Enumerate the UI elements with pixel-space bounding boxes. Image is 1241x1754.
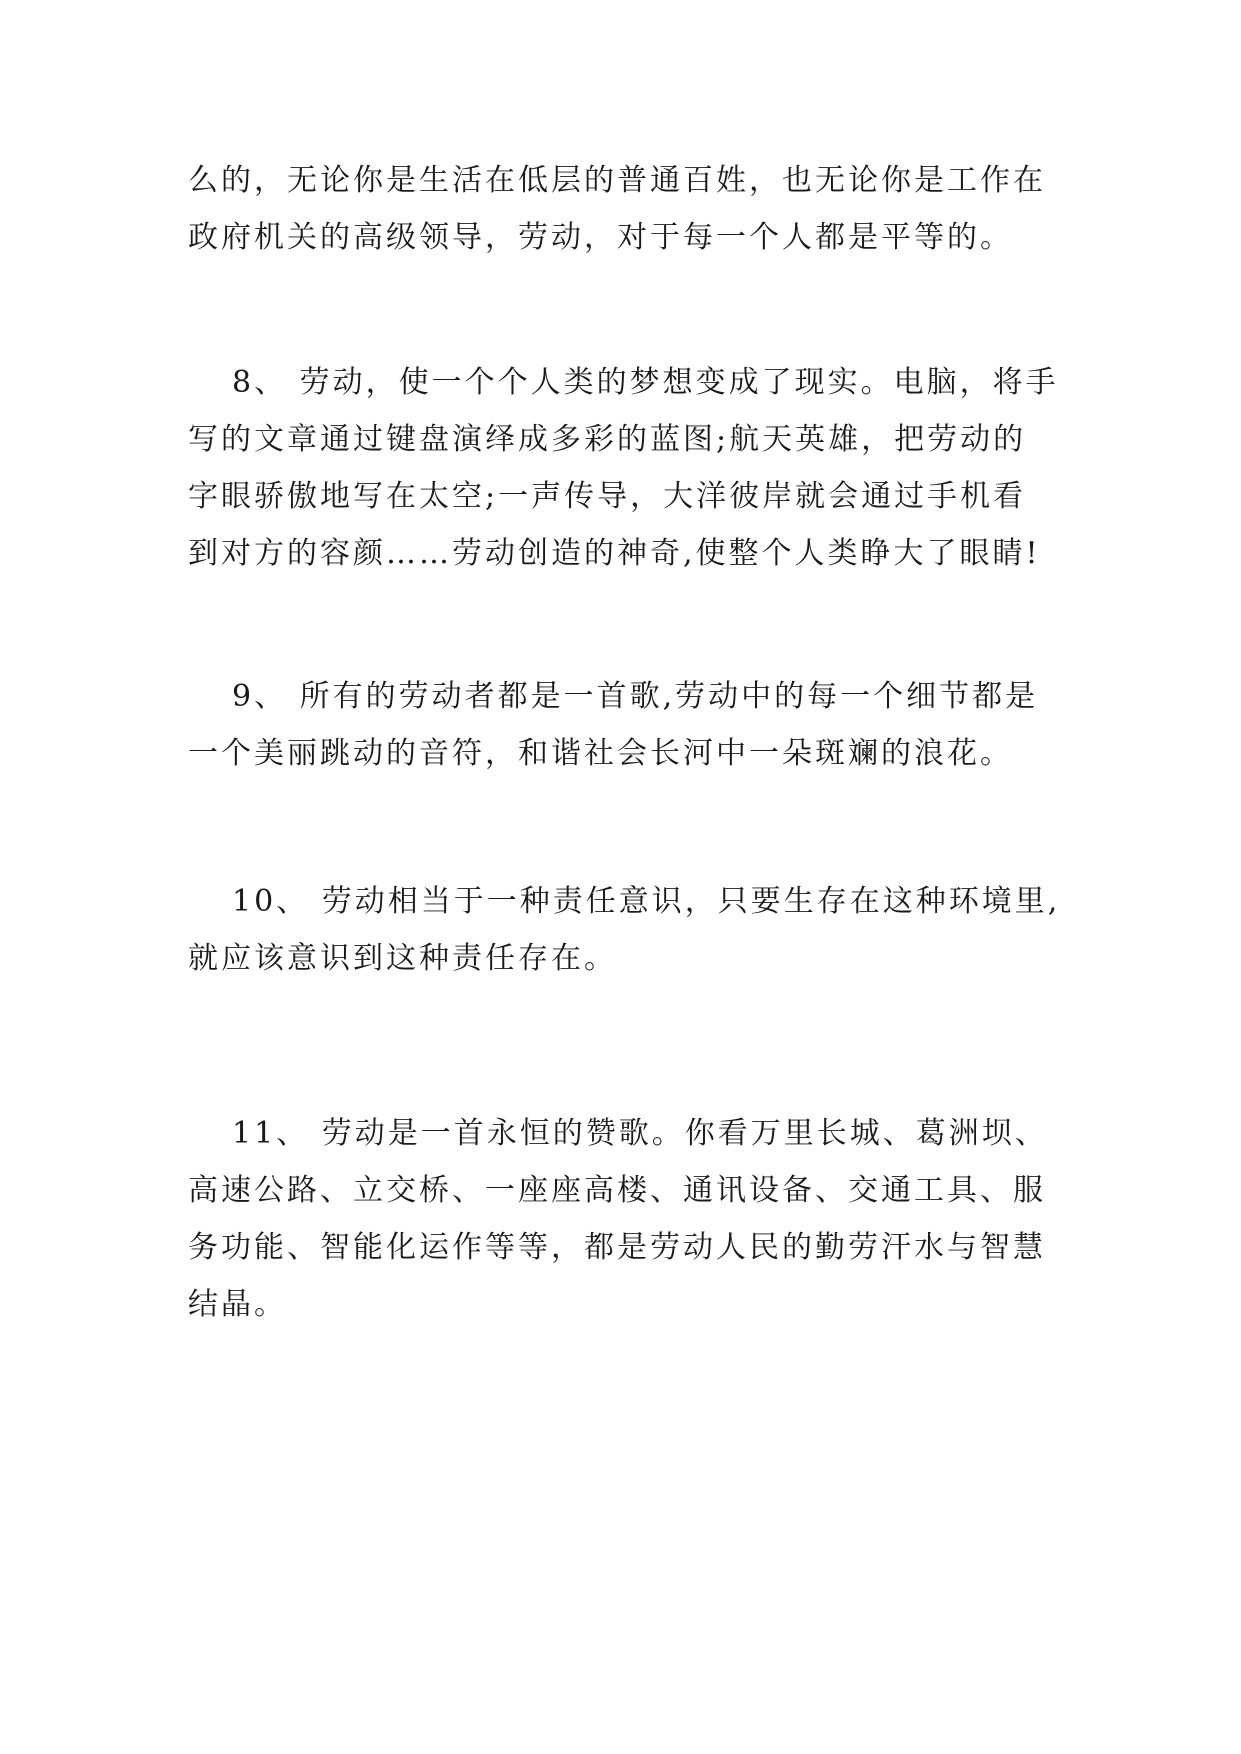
- paragraph-10: [188, 873, 1061, 987]
- paragraph-line: 写的文章通过键盘演绎成多彩的蓝图;航天英雄，把劳动的: [188, 422, 1027, 457]
- paragraph-line: 8、 劳动，使一个个人类的梦想变成了现实。电脑，将手: [232, 365, 1059, 400]
- paragraph-line: 9、 所有的劳动者都是一首歌,劳动中的每一个细节都是: [232, 679, 1039, 714]
- paragraph-line: 字眼骄傲地写在太空;一声传导，大洋彼岸就会通过手机看: [188, 479, 1027, 514]
- paragraph-line: 么的，无论你是生活在低层的普通百姓，也无论你是工作在: [188, 163, 1046, 198]
- paragraph-11: [188, 1105, 1058, 1333]
- paragraph-line: 高速公路、立交桥、一座座高楼、通讯设备、交通工具、服: [188, 1173, 1046, 1208]
- paragraph-line: 结晶。: [188, 1287, 287, 1322]
- paragraph-line: 11、 劳动是一首永恒的赞歌。你看万里长城、葛洲坝、: [232, 1116, 1048, 1151]
- paragraph-line: 务功能、智能化运作等等，都是劳动人民的勤劳汗水与智慧: [188, 1230, 1046, 1265]
- paragraph-8: [188, 354, 1058, 582]
- paragraph-9: [188, 668, 1058, 782]
- paragraph-line: 一个美丽跳动的音符，和谐社会长河中一朵斑斓的浪花。: [188, 736, 1013, 771]
- paragraph-line: 10、 劳动相当于一种责任意识，只要生存在这种环境里,: [232, 884, 1061, 919]
- paragraph-line: 就应该意识到这种责任存在。: [188, 941, 617, 976]
- paragraph-line: 到对方的容颜……劳动创造的神奇,使整个人类睁大了眼睛!: [188, 536, 1041, 571]
- paragraph-line: 政府机关的高级领导，劳动，对于每一个人都是平等的。: [188, 220, 1013, 255]
- paragraph-7-continued: [188, 152, 1058, 266]
